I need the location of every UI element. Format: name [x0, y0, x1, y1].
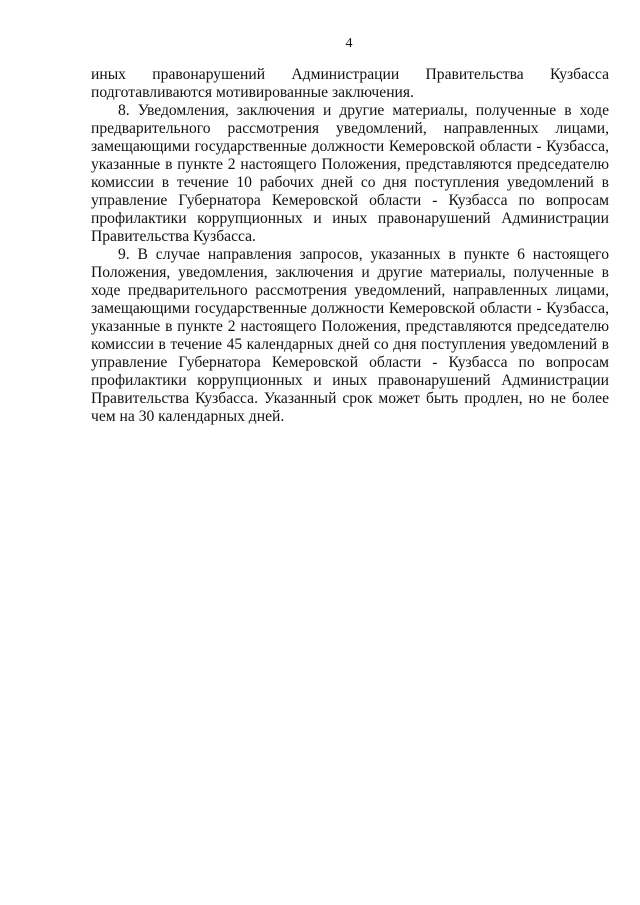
continuation-line-1: иных правонарушений Администрации Правительства Кузбасса: [91, 66, 609, 83]
page-number: 4: [345, 36, 353, 51]
document-body: [91, 66, 609, 426]
continuation-line-2: подготавливаются мотивированные заключения.: [91, 84, 414, 101]
paragraph-continuation: [91, 66, 609, 102]
paragraph-item-8: 8. Уведомления, заключения и другие материалы, полученные в ходе предварительного рассмотрения уведомлений, направленных лицами, замещающими государственные должности Кемеровской области - Кузбасса, указанные в пункте 2 настоящего Положения, представляются председателю комиссии в течение 10 рабочих дней со дня поступления уведомлений в управление Губернатора Кемеровской области - Кузбасса по вопросам профилактики коррупционных и иных правонарушений Администрации Правительства Кузбасса.: [91, 102, 609, 245]
paragraph-item-9: 9. В случае направления запросов, указанных в пункте 6 настоящего Положения, уведомления, заключения и другие материалы, полученные в ходе предварительного рассмотрения уведомлений, направленных лицами, замещающими государственные должности Кемеровской области - Кузбасса, указанные в пункте 2 настоящего Положения, представляются председателю комиссии в течение 45 календарных дней со дня поступления уведомлений в управление Губернатора Кемеровской области - Кузбасса по вопросам профилактики коррупционных и иных правонарушений Администрации Правительства Кузбасса. Указанный срок может быть продлен, но не более чем на 30 календарных дней.: [91, 246, 609, 425]
